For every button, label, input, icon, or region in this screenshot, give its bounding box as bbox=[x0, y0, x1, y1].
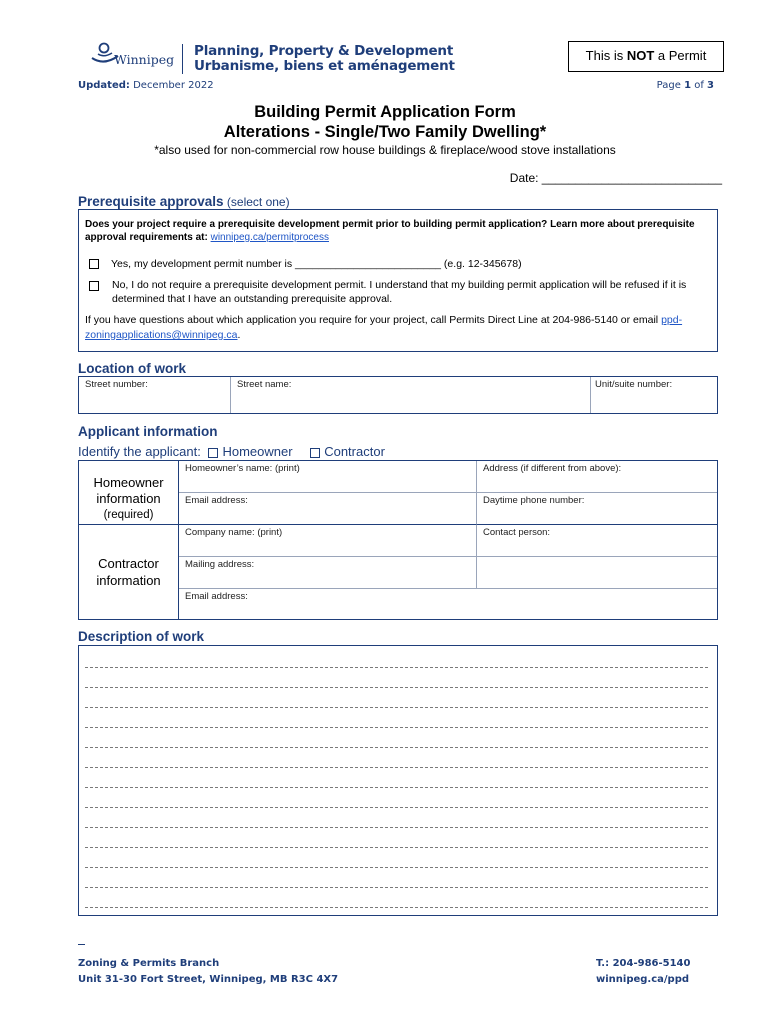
location-heading: Location of work bbox=[78, 361, 186, 376]
homeowner-label-1: Homeowner bbox=[93, 475, 164, 490]
updated-value: December 2022 bbox=[129, 80, 214, 91]
contractor-label-2: information bbox=[96, 573, 161, 588]
contractor-email-field[interactable] bbox=[179, 589, 717, 619]
homeowner-option[interactable] bbox=[208, 444, 292, 459]
homeowner-email-label: Email address: bbox=[185, 495, 248, 506]
homeowner-option-label: Homeowner bbox=[222, 444, 293, 459]
description-line bbox=[85, 767, 708, 768]
homeowner-phone-label: Daytime phone number: bbox=[483, 495, 585, 506]
department-name-fr: Urbanisme, biens et aménagement bbox=[194, 58, 455, 74]
description-line bbox=[85, 687, 708, 688]
homeowner-label-2: information bbox=[96, 491, 161, 506]
homeowner-email-field[interactable] bbox=[179, 493, 477, 525]
permit-process-link[interactable]: winnipeg.ca/permitprocess bbox=[210, 232, 329, 243]
page-total: 3 bbox=[707, 80, 714, 91]
description-line bbox=[85, 787, 708, 788]
page-prefix: Page bbox=[656, 80, 685, 91]
option-no-label: No, I do not require a prerequisite development permit. I understand that my building permit application will be refused if it is determined that I have an outstanding prerequisite approval. bbox=[112, 279, 687, 305]
prereq-option-no[interactable] bbox=[89, 278, 709, 306]
prereq-box bbox=[78, 209, 718, 352]
notice-bold: NOT bbox=[626, 48, 655, 63]
footer-web[interactable]: winnipeg.ca/ppd bbox=[596, 974, 690, 985]
prereq-heading-sub: (select one) bbox=[223, 195, 290, 209]
mailing-address-label: Mailing address: bbox=[185, 559, 255, 570]
date-field[interactable]: Date: ___________________________ bbox=[509, 171, 722, 185]
form-title: Building Permit Application Form bbox=[254, 103, 516, 121]
mailing-address-field-right[interactable] bbox=[477, 557, 717, 589]
city-logo bbox=[80, 42, 180, 72]
footer-dash bbox=[78, 944, 85, 945]
contractor-option[interactable] bbox=[310, 444, 385, 459]
description-line bbox=[85, 667, 708, 668]
unit-number-label: Unit/suite number: bbox=[595, 379, 673, 390]
prereq-heading-text: Prerequisite approvals bbox=[78, 194, 224, 209]
homeowner-label-3: (required) bbox=[103, 509, 154, 521]
checkbox-no[interactable] bbox=[89, 281, 99, 291]
location-box bbox=[78, 376, 718, 414]
description-line bbox=[85, 887, 708, 888]
description-line bbox=[85, 847, 708, 848]
homeowner-info-label bbox=[79, 461, 179, 525]
street-number-field[interactable] bbox=[79, 377, 231, 413]
form-note: *also used for non-commercial row house buildings & fireplace/wood stove installations bbox=[154, 143, 616, 157]
not-a-permit-notice bbox=[568, 41, 724, 72]
updated-label: Updated: bbox=[78, 80, 130, 91]
prereq-help-text: If you have questions about which application you require for your project, call Permits Direct Line at 204-986-5140 or email bbox=[85, 314, 662, 326]
footer-branch: Zoning & Permits Branch bbox=[78, 958, 220, 969]
contractor-option-label: Contractor bbox=[324, 444, 385, 459]
prereq-question bbox=[85, 218, 711, 244]
homeowner-address-field[interactable] bbox=[477, 461, 717, 493]
street-name-label: Street name: bbox=[237, 379, 292, 390]
prereq-help bbox=[85, 313, 711, 343]
page-current: 1 bbox=[684, 80, 692, 91]
checkbox-yes[interactable] bbox=[89, 259, 99, 269]
description-line bbox=[85, 727, 708, 728]
footer-address: Unit 31-30 Fort Street, Winnipeg, MB R3C 4X7 bbox=[78, 974, 339, 985]
unit-number-field[interactable] bbox=[589, 377, 715, 413]
prereq-help-end: . bbox=[237, 329, 241, 341]
prereq-question-text: Does your project require a prerequisite development permit prior to building permit application? Learn more about prerequisite approval requirements at: bbox=[85, 219, 695, 243]
applicant-table bbox=[78, 460, 718, 620]
department-name-en: Planning, Property & Development bbox=[194, 43, 454, 59]
description-line bbox=[85, 827, 708, 828]
homeowner-name-label: Homeowner’s name: (print) bbox=[185, 463, 300, 474]
notice-text: This is bbox=[585, 48, 627, 63]
contact-person-label: Contact person: bbox=[483, 527, 551, 538]
identify-label: Identify the applicant: bbox=[78, 444, 201, 459]
homeowner-address-label: Address (if different from above): bbox=[483, 463, 622, 474]
page-of: of bbox=[691, 80, 708, 91]
page-indicator bbox=[657, 80, 714, 91]
zoning-email-link[interactable]: ppd-zoningapplications@winnipeg.ca bbox=[85, 314, 683, 341]
homeowner-name-field[interactable] bbox=[179, 461, 477, 493]
contractor-email-label: Email address: bbox=[185, 591, 248, 602]
street-number-label: Street number: bbox=[85, 379, 148, 390]
contractor-label-1: Contractor bbox=[98, 556, 159, 571]
identify-applicant bbox=[78, 444, 385, 459]
prereq-option-yes[interactable] bbox=[89, 258, 522, 270]
description-line bbox=[85, 707, 708, 708]
checkbox-contractor[interactable] bbox=[310, 448, 320, 458]
company-name-label: Company name: (print) bbox=[185, 527, 283, 538]
header-divider bbox=[182, 44, 183, 74]
company-name-field[interactable] bbox=[179, 525, 477, 557]
description-line bbox=[85, 867, 708, 868]
description-line bbox=[85, 907, 708, 908]
option-yes-label: Yes, my development permit number is _________________________ (e.g. 12-345678) bbox=[111, 258, 522, 270]
contact-person-field[interactable] bbox=[477, 525, 717, 557]
logo-wordmark: Winnipeg bbox=[114, 52, 175, 67]
applicant-heading: Applicant information bbox=[78, 424, 218, 439]
updated-date bbox=[78, 80, 214, 91]
notice-suffix: a Permit bbox=[654, 48, 707, 63]
footer-phone: T.: 204-986-5140 bbox=[596, 958, 691, 969]
homeowner-phone-field[interactable] bbox=[477, 493, 717, 525]
form-subtitle: Alterations - Single/Two Family Dwelling* bbox=[223, 123, 547, 141]
description-heading: Description of work bbox=[78, 629, 205, 644]
checkbox-homeowner[interactable] bbox=[208, 448, 218, 458]
street-name-field[interactable] bbox=[231, 377, 591, 413]
description-box[interactable] bbox=[78, 645, 718, 916]
contractor-info-label bbox=[79, 525, 179, 619]
description-line bbox=[85, 747, 708, 748]
mailing-address-field[interactable] bbox=[179, 557, 477, 589]
description-line bbox=[85, 807, 708, 808]
